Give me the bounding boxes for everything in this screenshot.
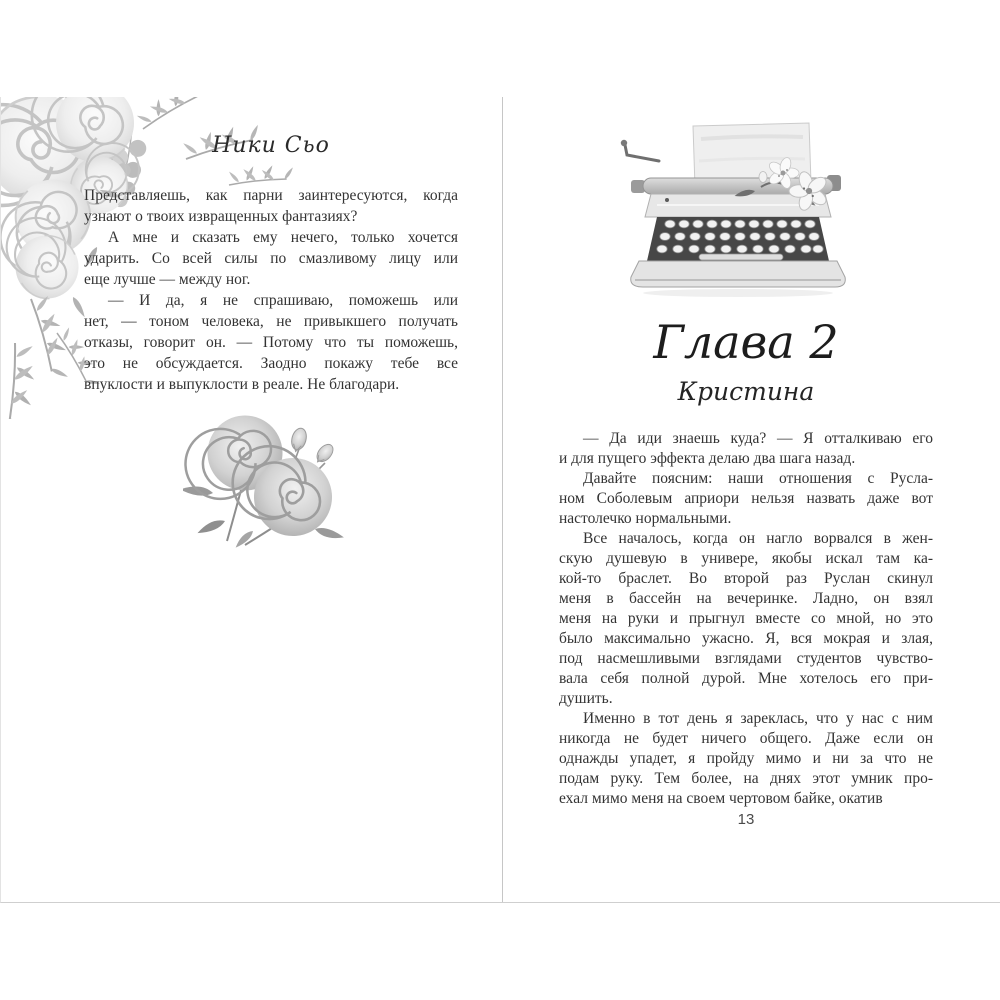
paragraph — [84, 227, 458, 290]
text-line: еще лучше — между ног. — [84, 271, 251, 288]
text-line: ударить. Со всей силы по смазливому лицу или — [84, 250, 458, 267]
text-line: скую душевую в универе, якобы искал там ка- — [559, 550, 933, 567]
text-line: отказы, говорит он. — Потому что ты поможешь, — [84, 334, 458, 351]
typewriter-illustration — [613, 121, 863, 306]
left-page-text — [84, 185, 458, 395]
text-line: и для пущего эффекта делаю два шага назад. — [559, 450, 856, 467]
text-line: ном Соболевым априори нельзя назвать даже вот — [559, 490, 933, 507]
text-line: ехал мимо меня на своем чертовом байке, окатив — [559, 790, 883, 807]
text-line: однажды упадет, я пройду мимо и ни за что не — [559, 750, 933, 767]
paragraph — [84, 290, 458, 395]
right-page — [503, 97, 1000, 902]
text-line: узнают о твоих извращенных фантазиях? — [84, 208, 358, 225]
text-line: нет, — тоном человека, не привыкшего получать — [84, 313, 458, 330]
paragraph — [559, 429, 933, 469]
text-line: настолечко нормальными. — [559, 510, 732, 527]
book-spread — [0, 97, 1000, 903]
chapter-title: Глава 2 — [653, 315, 839, 369]
carriage-lever — [625, 145, 659, 161]
text-line: Давайте поясним: наши отношения с Русла- — [583, 470, 933, 487]
text-line: меня в бассейн на вечеринке. Ладно, он взял — [559, 590, 933, 607]
text-line: Все началось, когда он нагло ворвался в жен- — [583, 530, 933, 547]
text-line: душить. — [559, 690, 613, 707]
paragraph — [559, 709, 933, 809]
paragraph — [84, 185, 458, 227]
text-line: вала себя полной дурой. Мне хотелось его при- — [559, 670, 933, 687]
text-line: меня на руки и прыгнул вместе со мной, но это — [559, 610, 933, 627]
running-header-author: Ники Сьо — [212, 133, 330, 158]
typewriter-base — [631, 261, 846, 287]
text-line: это не обсуждается. Заодно покажу тебе все — [84, 355, 458, 372]
right-page-text — [559, 429, 933, 809]
text-line: — Да иди знаешь куда? — Я отталкиваю его — [583, 430, 933, 447]
paragraph — [559, 529, 933, 709]
text-line: впуклости и выпуклости в реале. Не благодари. — [84, 376, 400, 393]
typewriter-spacebar — [699, 254, 783, 260]
text-line: — И да, я не спрашиваю, поможешь или — [108, 292, 458, 309]
text-line: Представляешь, как парни заинтересуются, когда — [84, 187, 458, 204]
rose-bouquet-illustration — [183, 413, 351, 551]
text-line: никогда не будет ничего общего. Даже если он — [559, 730, 933, 747]
page-number: 13 — [737, 811, 755, 828]
text-line: А мне и сказать ему нечего, только хочется — [108, 229, 458, 246]
chapter-subtitle: Кристина — [677, 377, 815, 406]
text-line: под насмешливыми взглядами студентов чувство- — [559, 650, 933, 667]
text-line: Именно в тот день я зареклась, что у нас с ним — [583, 710, 933, 727]
paragraph — [559, 469, 933, 529]
left-page — [1, 97, 502, 902]
text-line: кой-то браслет. Во второй раз Руслан скинул — [559, 570, 933, 587]
text-line: было максимально ужасно. Я, вся мокрая и злая, — [559, 630, 933, 647]
text-line: подам руку. Тем более, на днях этот умник про- — [559, 770, 933, 787]
